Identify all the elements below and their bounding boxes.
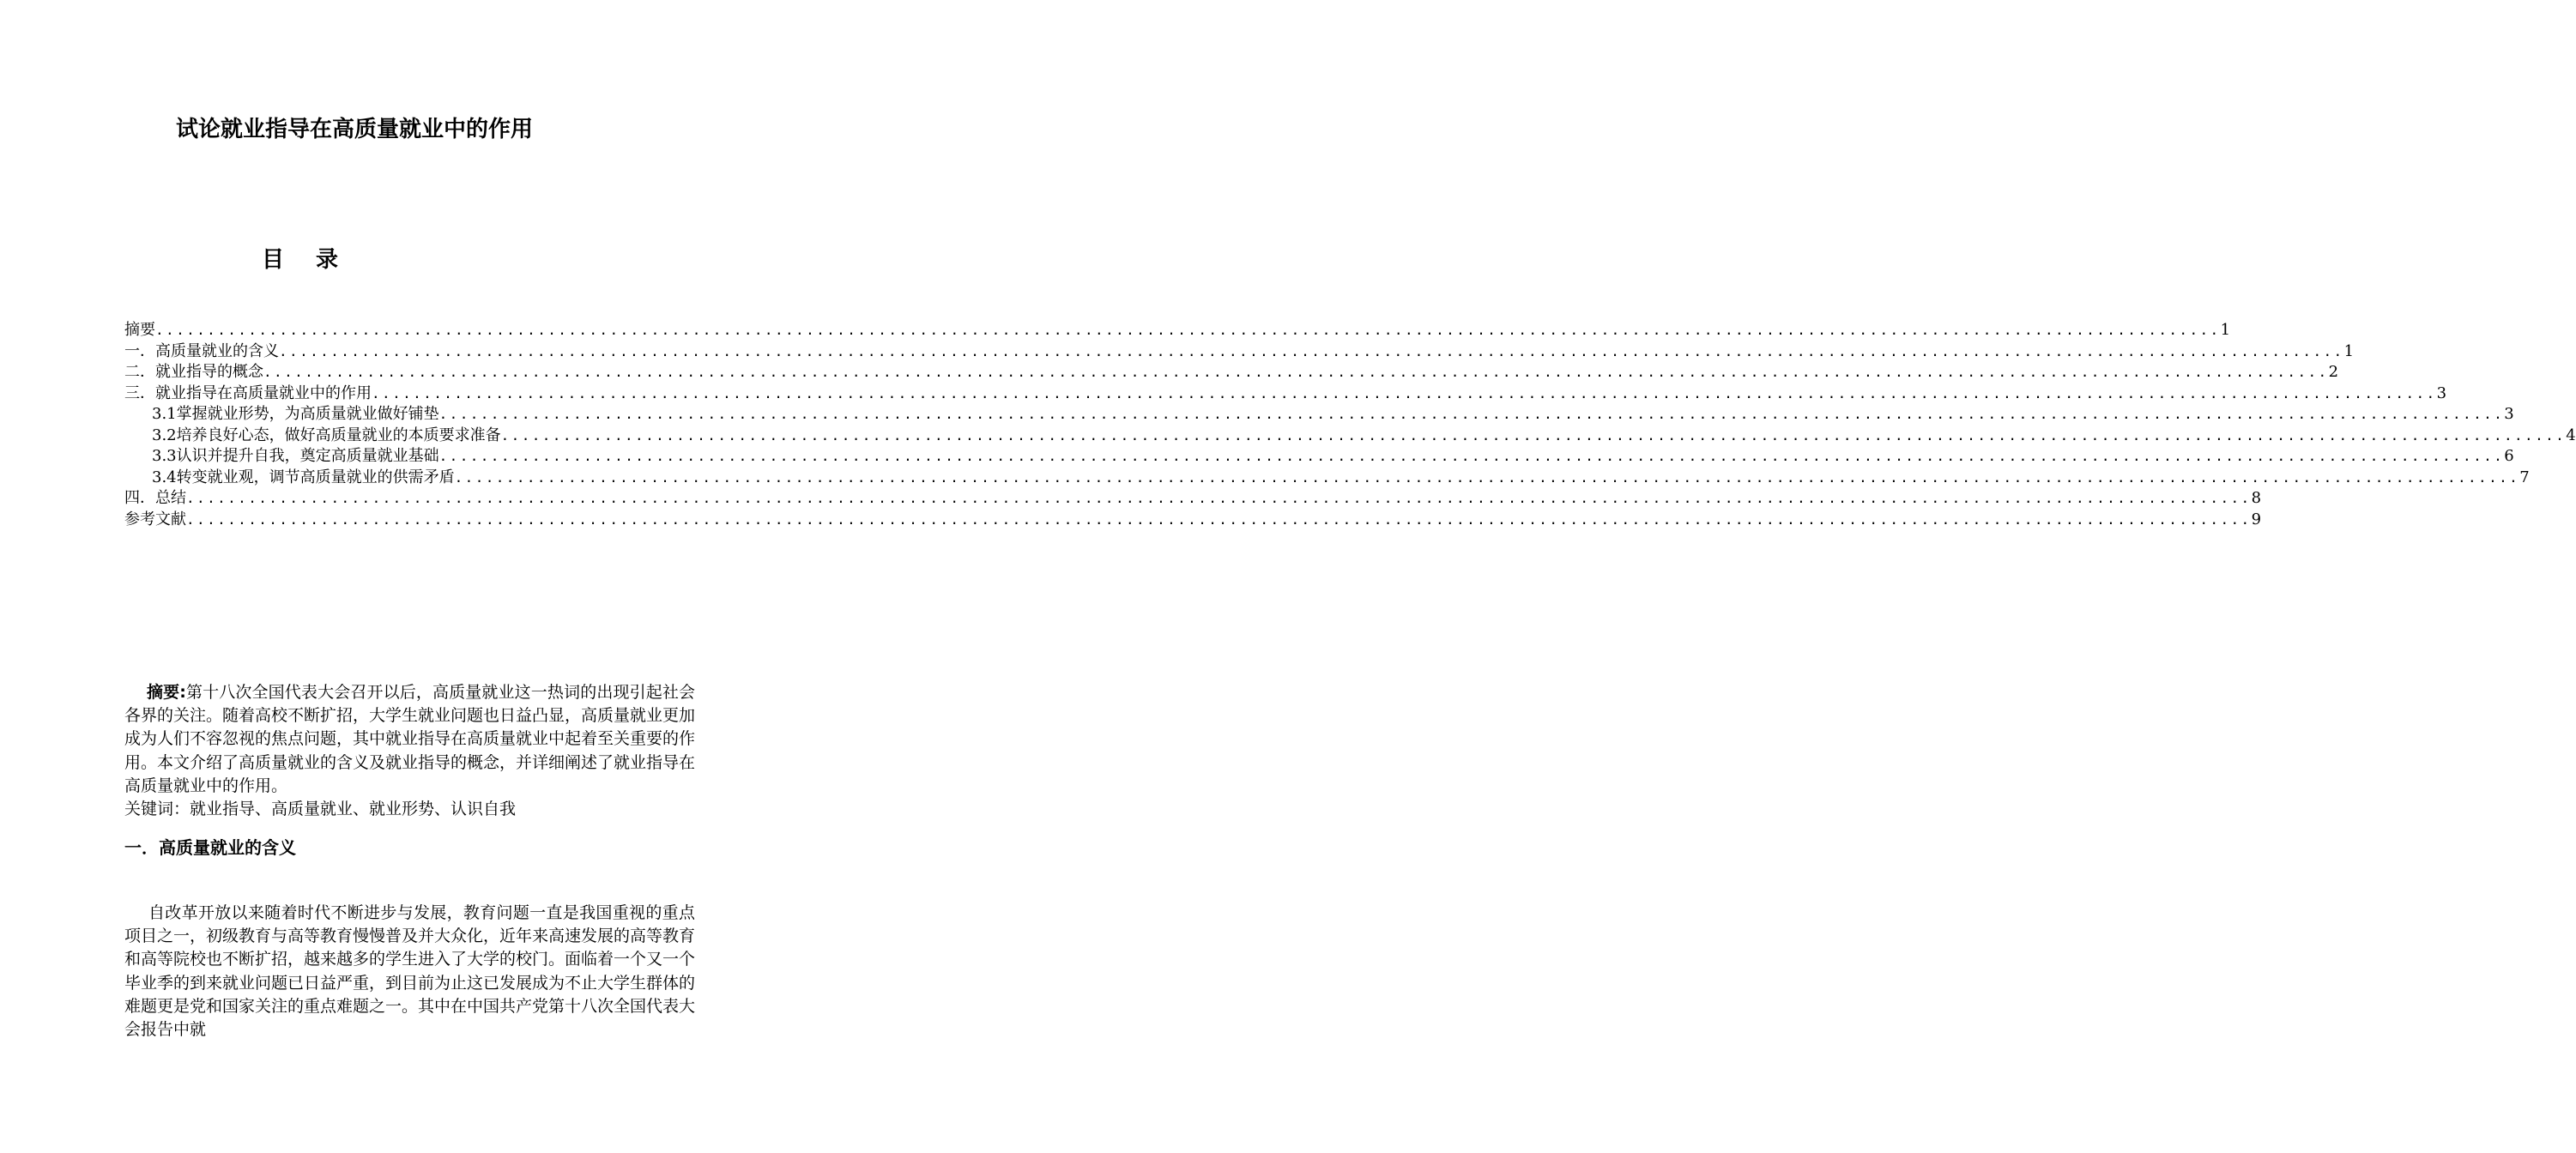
abstract-text: 第十八次全国代表大会召开以后，高质量就业这一热词的出现引起社会各界的关注。随着高校不断扩招，大学生就业问题也日益凸显，高质量就业更加成为人们不容忽视的焦点问题，其中就业指导在高质量就业中起着至关重要的作用。本文介绍了高质量就业的含义及就业指导的概念，并详细阐述了就业指导在高质量就业中的作用。 — [124, 683, 696, 795]
toc-dot-leader: ........................................................................................................................................................................................................ — [186, 510, 2252, 528]
toc-dot-leader: ........................................................................................................................................................................................................ — [186, 490, 2252, 506]
toc-dot-leader: ........................................................................................................................................................................................................ — [372, 384, 2437, 401]
toc-entry-label: 三．就业指导在高质量就业中的作用 — [124, 383, 372, 402]
toc-entry[interactable] — [124, 404, 2514, 426]
toc-entry[interactable] — [124, 320, 2231, 341]
toc-entry-label: 3.1掌握就业形势，为高质量就业做好铺垫 — [152, 405, 439, 423]
toc-dot-leader: ........................................................................................................................................................................................................ — [454, 468, 2520, 486]
toc-entry[interactable] — [124, 446, 2514, 468]
toc-dot-leader: ........................................................................................................................................................................................................ — [279, 342, 2344, 359]
toc-entry[interactable] — [124, 468, 2530, 489]
toc-entry[interactable] — [124, 426, 2576, 447]
toc-entry[interactable] — [124, 510, 2262, 531]
toc-entry-label: 3.3认识并提升自我，奠定高质量就业基础 — [152, 447, 439, 465]
toc-heading: 目 录 — [262, 247, 351, 273]
toc-page-number: 2 — [2328, 363, 2339, 381]
toc-page-number: 1 — [2343, 341, 2355, 360]
toc-entry-label: 二．就业指导的概念 — [124, 363, 263, 381]
toc-dot-leader: ........................................................................................................................................................................................................ — [500, 426, 2567, 444]
toc-page-number: 6 — [2504, 447, 2514, 465]
toc-entry[interactable] — [124, 383, 2447, 405]
toc-dot-leader: ........................................................................................................................................................................................................ — [155, 322, 2221, 338]
toc-entry-label: 一．高质量就业的含义 — [124, 341, 279, 360]
toc-dot-leader: ........................................................................................................................................................................................................ — [263, 364, 2329, 380]
toc-page-number: 9 — [2251, 510, 2262, 528]
toc-entry-label: 参考文献 — [124, 510, 186, 528]
table-of-contents — [124, 320, 2576, 530]
toc-page-number: 8 — [2251, 489, 2262, 507]
abstract-label: 摘要: — [147, 683, 186, 702]
toc-dot-leader: ........................................................................................................................................................................................................ — [438, 406, 2505, 422]
toc-page-number: 4 — [2566, 426, 2576, 444]
toc-entry-label: 3.2培养良好心态，做好高质量就业的本质要求准备 — [152, 426, 501, 444]
toc-entry[interactable] — [124, 362, 2339, 383]
toc-page-number: 1 — [2220, 321, 2231, 339]
keywords-line: 关键词：就业指导、高质量就业、就业形势、认识自我 — [124, 800, 517, 819]
toc-dot-leader: ........................................................................................................................................................................................................ — [438, 448, 2505, 464]
toc-page-number: 3 — [2436, 383, 2447, 402]
toc-entry[interactable] — [124, 341, 2355, 363]
toc-entry-label: 四．总结 — [124, 489, 186, 507]
document-title: 试论就业指导在高质量就业中的作用 — [176, 117, 534, 142]
section-body-paragraph: 自改革开放以来随着时代不断进步与发展，教育问题一直是我国重视的重点项目之一，初级教育与高等教育慢慢普及并大众化，近年来高速发展的高等教育和高等院校也不断扩招，越来越多的学生进入了大学的校门。面临着一个又一个毕业季的到来就业问题已日益严重，到目前为止这已发展成为不止大学生群体的难题更是党和国家关注的重点难题之一。其中在中国共产党第十八次全国代表大会报告中就 — [124, 903, 696, 1040]
toc-entry[interactable] — [124, 488, 2262, 510]
section-heading: 一．高质量就业的含义 — [124, 837, 296, 858]
toc-page-number: 7 — [2519, 468, 2530, 486]
toc-entry-label: 3.4转变就业观，调节高质量就业的供需矛盾 — [152, 468, 455, 486]
toc-entry-label: 摘要 — [124, 321, 155, 339]
abstract-paragraph — [124, 681, 695, 821]
toc-page-number: 3 — [2504, 405, 2514, 423]
